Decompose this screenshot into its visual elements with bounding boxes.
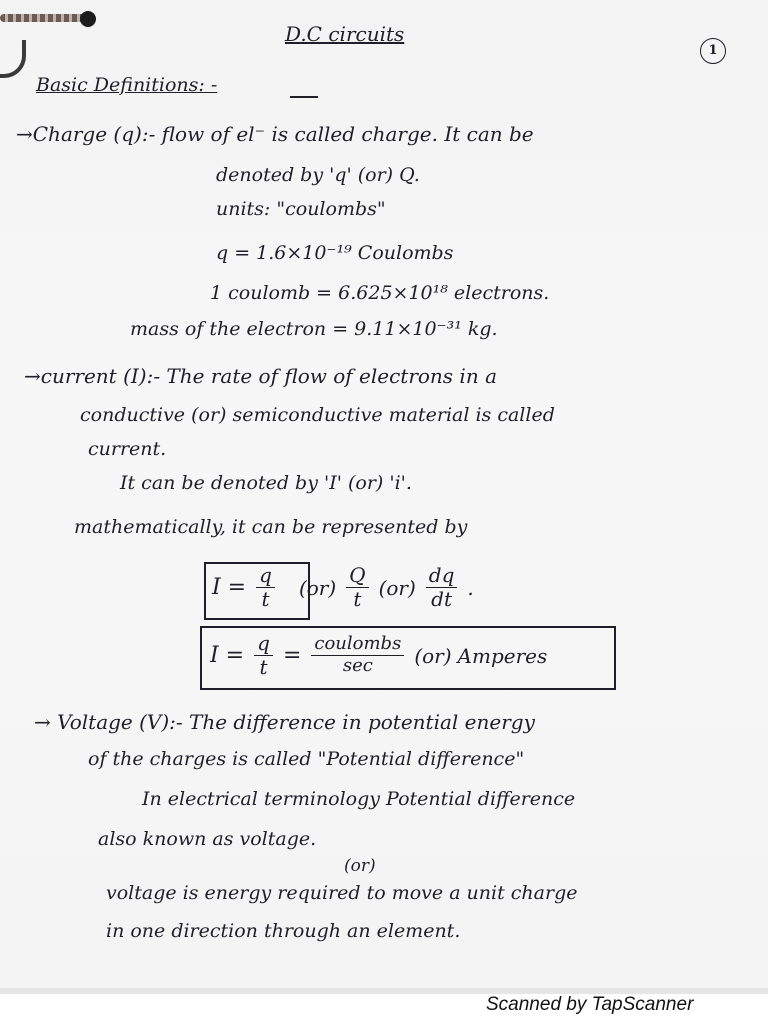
formula-1-fraction-1-denominator: t [261,587,270,611]
voltage-definition-line-6: in one direction through an element. [106,920,461,942]
formula-1-fraction-3-denominator: dt [431,587,452,611]
current-math-intro: mathematically, it can be represented by [74,516,468,538]
formula-1-fraction-2-denominator: t [353,587,362,611]
voltage-definition-line-5: voltage is energy required to move a unit charge [106,882,578,904]
voltage-definition-line-1: → Voltage (V):- The difference in potential energy [34,710,535,734]
formula-2 [210,632,547,679]
current-definition-line-1: →current (I):- The rate of flow of electrons in a [24,364,497,388]
voltage-definition-line-3: In electrical terminology Potential difference [142,788,576,810]
formula-2-fraction-coulombs-sec [311,634,404,676]
formula-2-equals: = [282,643,302,668]
formula-1-fraction-2-numerator: Q [346,564,368,588]
current-definition-line-3: current. [88,438,167,460]
formula-1-fraction-dq-dt [426,564,458,611]
formula-2-unit: Amperes [457,643,548,668]
formula-2-fraction-2-denominator: sec [342,655,373,676]
page-number: 1 [700,38,726,64]
voltage-or: (or) [344,856,376,876]
binding-hook [0,40,26,78]
formula-2-fraction-1-denominator: t [259,655,268,679]
formula-1-or-1: (or) [298,575,337,600]
current-notation: It can be denoted by 'I' (or) 'i'. [120,472,412,494]
formula-2-or: (or) [414,643,452,668]
formula-1-end: . [467,575,474,600]
formula-2-lhs: I = [210,643,245,668]
scanner-watermark: Scanned by TapScanner [486,994,694,1015]
charge-definition-line-2: denoted by 'q' (or) Q. [216,164,420,186]
formula-1-fraction-q-t [256,564,275,611]
charge-definition-line-1: →Charge (q):- flow of el⁻ is called charge. It can be [16,122,534,146]
binding-knob [80,11,96,27]
formula-2-fraction-1-numerator: q [254,632,273,656]
formula-1-fraction-1-numerator: q [256,564,275,588]
electron-mass: mass of the electron = 9.11×10⁻³¹ kg. [130,318,498,340]
voltage-definition-line-2: of the charges is called "Potential difference" [88,748,525,770]
current-definition-line-2: conductive (or) semiconductive material is called [80,404,555,426]
page-title: D.C circuits [285,22,405,46]
heading-dash [290,96,318,98]
charge-units: units: "coulombs" [216,198,386,220]
formula-1-fraction-3-numerator: dq [426,564,458,588]
formula-2-fraction-2-numerator: coulombs [311,634,404,656]
formula-1-or-2: (or) [378,575,416,600]
voltage-definition-line-4: also known as voltage. [98,828,317,850]
coulomb-equivalence: 1 coulomb = 6.625×10¹⁸ electrons. [210,282,550,304]
binding-thread [0,14,90,22]
formula-1 [212,564,474,611]
charge-value: q = 1.6×10⁻¹⁹ Coulombs [216,242,454,264]
formula-1-fraction-Q-t [346,564,368,611]
formula-1-lhs: I = [212,575,247,600]
section-heading: Basic Definitions: - [36,74,218,96]
formula-2-fraction-q-t [254,632,273,679]
